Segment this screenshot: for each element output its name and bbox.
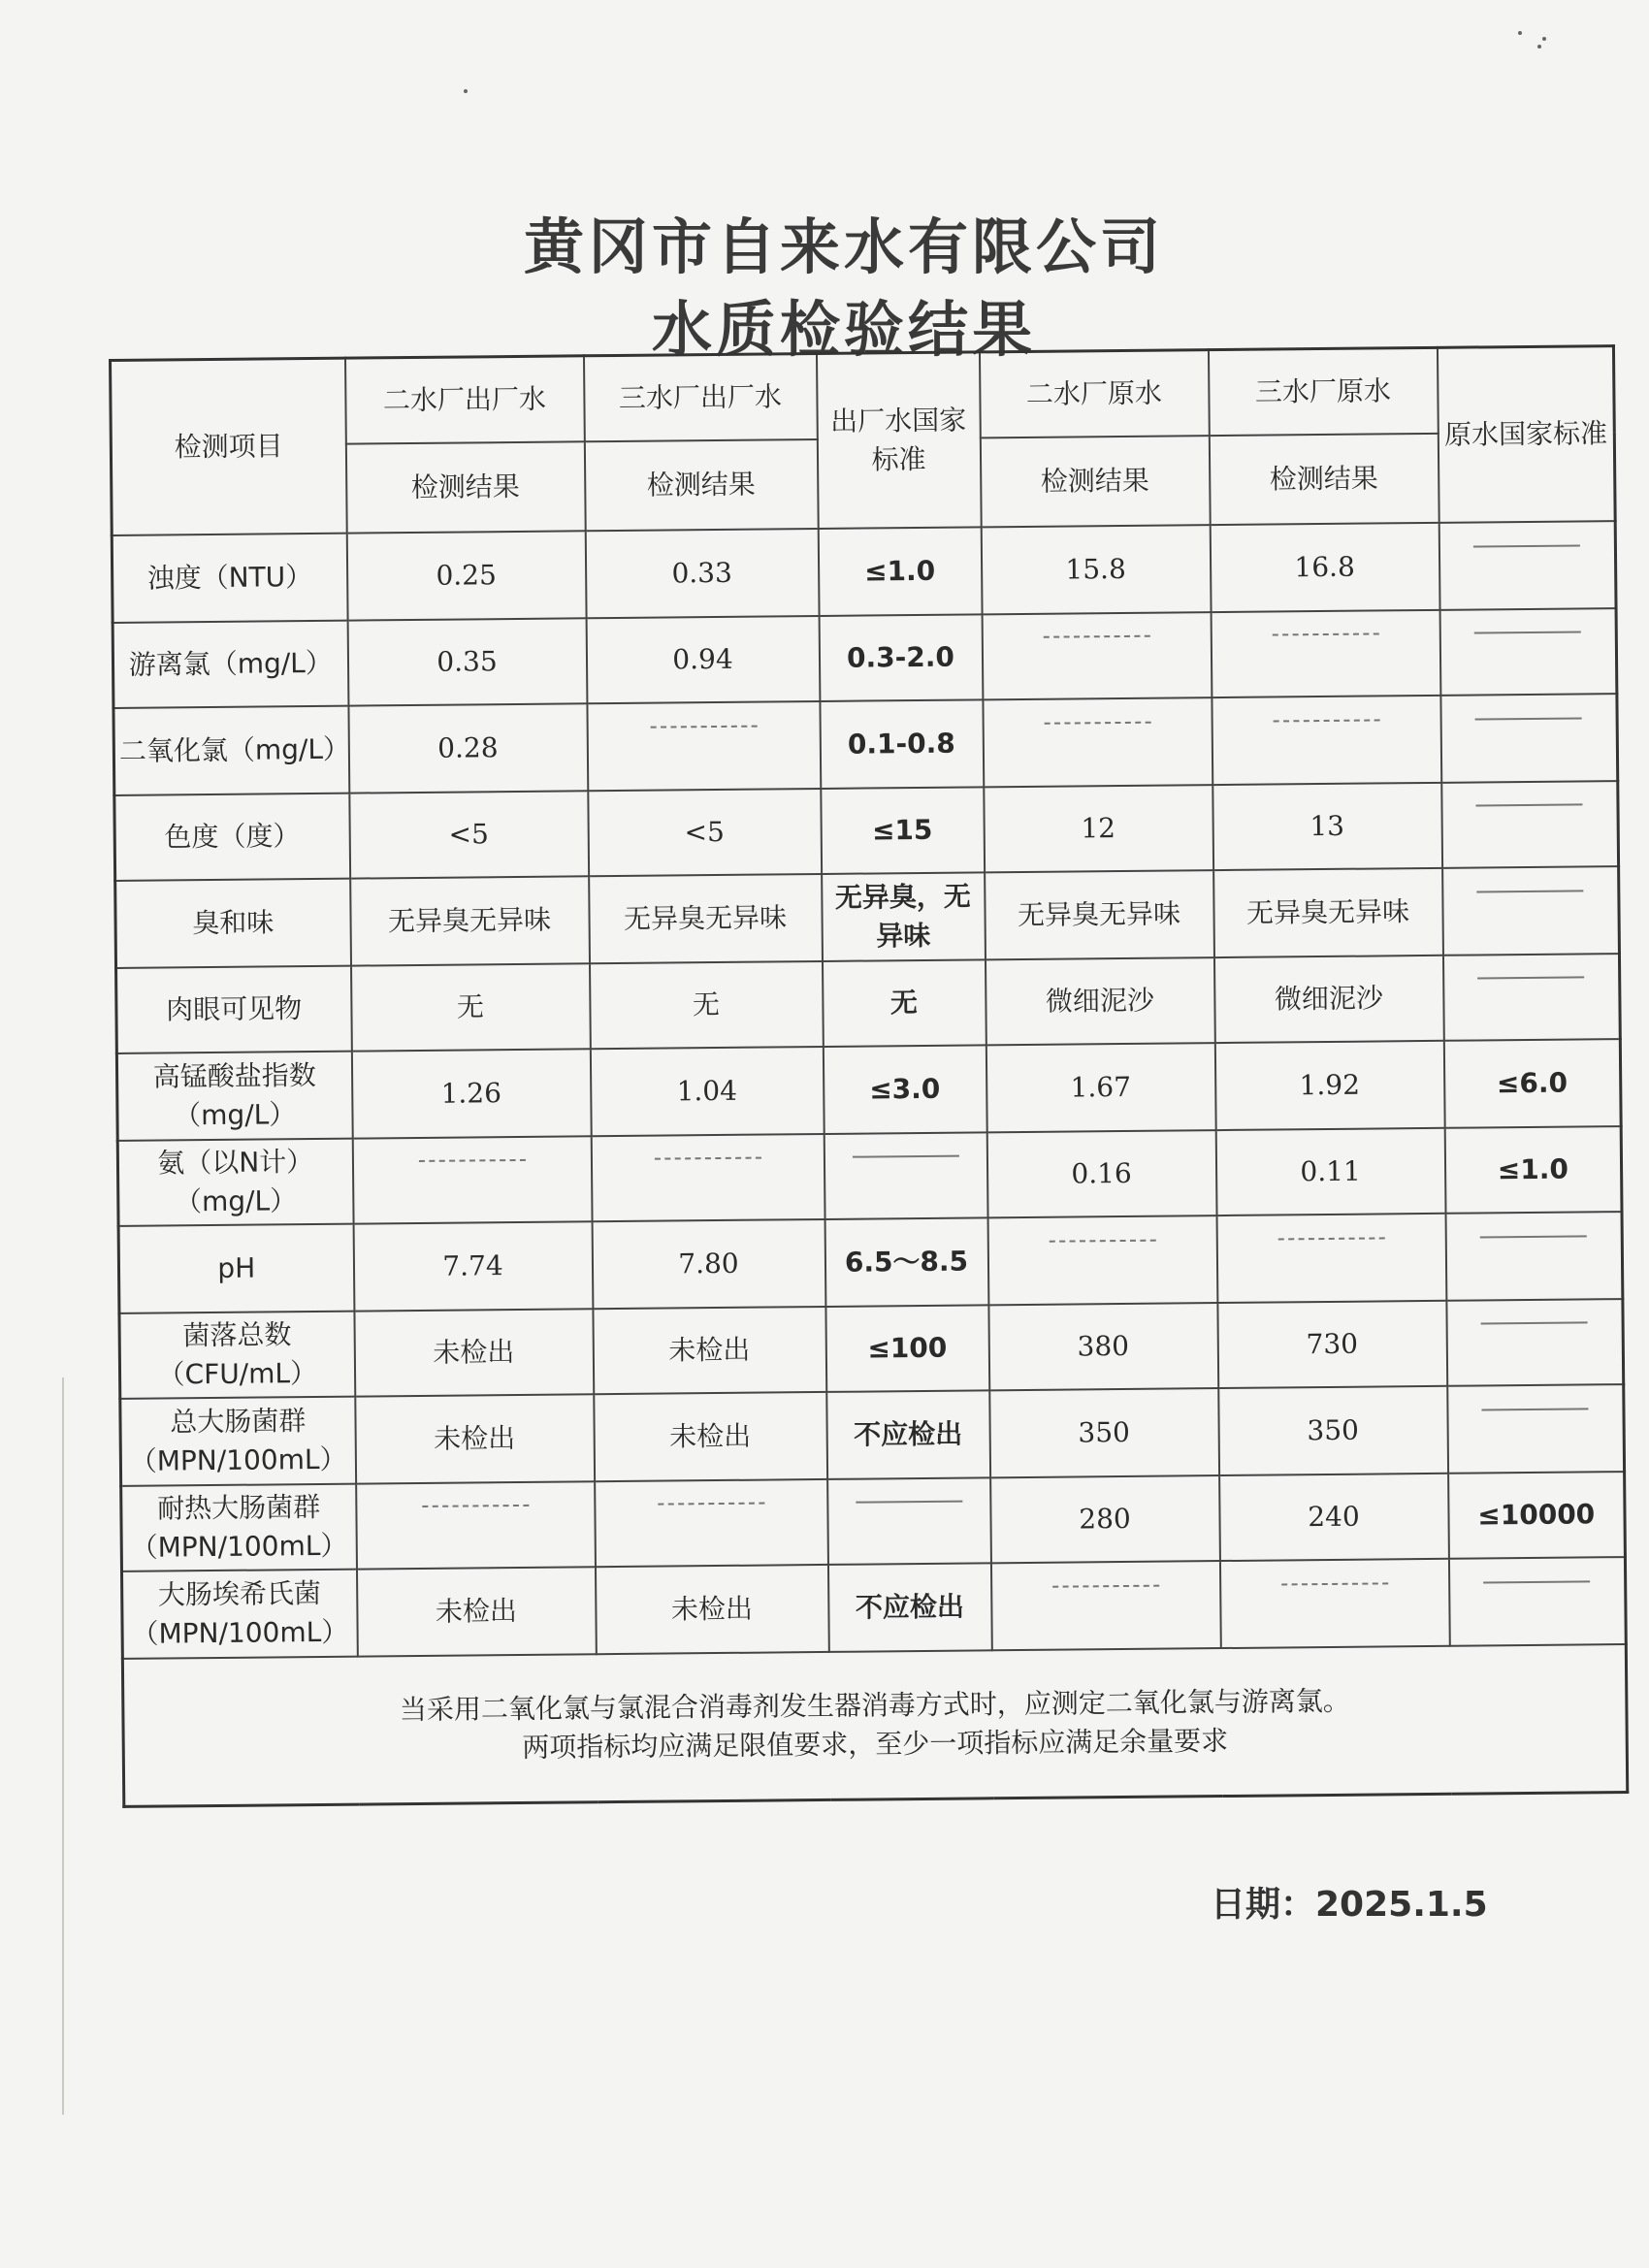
cell-r3: 微细泥沙 [1213, 956, 1443, 1043]
dash-mark [1474, 631, 1581, 672]
note-line-2: 两项指标均应满足限值要求，至少一项指标应满足余量要求 [522, 1724, 1229, 1764]
cell-p2: 0.25 [346, 531, 586, 620]
dash-mark [418, 1159, 525, 1201]
cell-r2: 微细泥沙 [985, 957, 1214, 1045]
dash-mark [1272, 633, 1378, 675]
header-row [111, 346, 1615, 446]
dash-mark [654, 1157, 760, 1199]
cell-p3: 7.80 [592, 1219, 825, 1309]
cell-r3: 无异臭无异味 [1213, 868, 1443, 957]
cell-r2: 无异臭无异味 [985, 870, 1214, 959]
note-line-1: 当采用二氧化氯与氯混合消毒剂发生器消毒方式时，应测定二氧化氯与游离氯。 [399, 1684, 1350, 1727]
dash-mark [1475, 717, 1582, 759]
cell-std: ≤1.0 [818, 527, 982, 616]
dash-mark [1483, 1580, 1590, 1622]
scan-speck [464, 89, 468, 93]
cell-rstd [1446, 1299, 1624, 1386]
subheader-result: 检测结果 [980, 436, 1210, 527]
dash-mark [1477, 890, 1584, 931]
header-out-std: 出厂水国家标准 [816, 352, 981, 529]
dash-mark [650, 726, 757, 767]
cell-p3: 未检出 [594, 1392, 827, 1481]
table-row [118, 1212, 1623, 1313]
dash-mark [856, 1501, 962, 1542]
cell-p3 [595, 1479, 828, 1567]
cell-std [824, 1132, 987, 1219]
dash-mark [422, 1505, 529, 1546]
cell-r2: 380 [988, 1303, 1218, 1390]
table-row [116, 1039, 1621, 1141]
cell-r3: 16.8 [1210, 523, 1439, 612]
cell-r3 [1211, 610, 1440, 697]
cell-p2: 1.26 [351, 1049, 591, 1138]
document-subtitle: 水质检验结果 [651, 294, 1036, 365]
cell-r2: 12 [984, 785, 1213, 872]
cell-p2: 未检出 [356, 1567, 596, 1656]
cell-item: 游离氯（mg/L） [113, 621, 348, 708]
header-plant3-raw: 三水厂原水 [1208, 347, 1438, 436]
cell-p2: 7.74 [353, 1221, 593, 1311]
dash-mark [1481, 1321, 1588, 1363]
cell-item: 臭和味 [115, 879, 351, 968]
cell-p2: 0.35 [347, 618, 587, 705]
cell-p3: 0.94 [586, 616, 820, 703]
cell-rstd [1439, 521, 1616, 610]
cell-rstd: ≤1.0 [1444, 1126, 1622, 1214]
cell-r3: 730 [1217, 1301, 1447, 1388]
cell-r2: 280 [990, 1475, 1220, 1563]
cell-r3 [1219, 1559, 1449, 1648]
cell-r3: 240 [1219, 1474, 1449, 1561]
cell-rstd [1439, 608, 1617, 696]
table-row [120, 1384, 1625, 1486]
cell-r2 [987, 1215, 1217, 1305]
cell-std [827, 1477, 991, 1565]
dash-mark [1476, 803, 1583, 845]
cell-std: 不应检出 [826, 1390, 990, 1479]
cell-rstd [1441, 781, 1619, 868]
cell-p3: 未检出 [593, 1307, 826, 1394]
cell-item: 大肠埃希氏菌（MPN/100mL） [121, 1570, 357, 1659]
subheader-result: 检测结果 [584, 439, 818, 531]
table-row [113, 608, 1617, 708]
cell-r3 [1216, 1214, 1446, 1303]
dash-mark [1273, 720, 1379, 761]
cell-rstd: ≤6.0 [1443, 1039, 1621, 1128]
cell-r2: 1.67 [986, 1043, 1215, 1132]
cell-p2 [352, 1136, 592, 1223]
header-raw-std: 原水国家标准 [1437, 346, 1615, 523]
dash-mark [1281, 1583, 1388, 1625]
cell-std: 不应检出 [827, 1563, 991, 1652]
table-row [116, 954, 1621, 1053]
cell-p2: 未检出 [355, 1394, 595, 1483]
cell-std: 0.1-0.8 [820, 699, 984, 789]
document-title: 黄冈市自来水有限公司 [523, 211, 1164, 282]
cell-item: 二氧化氯（mg/L） [113, 706, 349, 795]
cell-p3 [591, 1134, 824, 1221]
cell-rstd [1447, 1384, 1625, 1474]
dash-mark [1480, 1235, 1587, 1277]
cell-p2: <5 [349, 791, 589, 878]
subheader-result: 检测结果 [345, 441, 585, 533]
table-row [121, 1472, 1626, 1571]
cell-std: ≤15 [821, 787, 985, 874]
cell-p2: 无 [351, 963, 591, 1051]
results-sheet [109, 344, 1632, 1838]
cell-r3: 13 [1212, 783, 1442, 870]
cell-rstd [1442, 866, 1620, 956]
dash-mark [1044, 722, 1150, 763]
cell-p3: 未检出 [595, 1565, 828, 1654]
cell-r2 [990, 1561, 1220, 1650]
table-row [117, 1126, 1622, 1226]
cell-p3: 无 [590, 961, 824, 1049]
subheader-result: 检测结果 [1209, 434, 1439, 525]
header-plant2-out: 二水厂出厂水 [345, 356, 585, 444]
dash-mark [852, 1155, 958, 1197]
dash-mark [1277, 1238, 1384, 1280]
table-row [113, 694, 1618, 795]
cell-p3: 0.33 [585, 529, 819, 618]
dash-mark [1043, 635, 1149, 677]
header-item: 检测项目 [111, 358, 347, 535]
scan-speck [1542, 37, 1546, 41]
cell-std: 无异臭，无异味 [822, 872, 986, 961]
cell-rstd [1440, 694, 1618, 783]
cell-rstd [1442, 954, 1620, 1041]
cell-r2 [982, 612, 1212, 699]
cell-std: 无 [822, 959, 986, 1047]
cell-r2: 0.16 [986, 1130, 1216, 1217]
report-date: 日期：2025.1.5 [1211, 1885, 1488, 1925]
cell-item: 色度（度） [114, 794, 350, 881]
cell-r3: 0.11 [1215, 1128, 1445, 1215]
note-row [122, 1644, 1627, 1806]
dash-mark [1482, 1408, 1589, 1449]
cell-p2: 0.28 [348, 703, 588, 793]
cell-item: 高锰酸盐指数（mg/L） [116, 1052, 352, 1141]
cell-item: 肉眼可见物 [116, 966, 352, 1053]
cell-rstd [1448, 1557, 1626, 1646]
dash-mark [1473, 544, 1580, 586]
cell-r3 [1212, 696, 1441, 785]
table-row [119, 1299, 1624, 1399]
note-cell [122, 1644, 1627, 1806]
cell-std: ≤100 [825, 1305, 989, 1392]
cell-rstd: ≤10000 [1448, 1472, 1626, 1559]
results-body [112, 521, 1626, 1659]
dash-mark [1052, 1585, 1159, 1627]
cell-p2 [356, 1481, 596, 1569]
cell-p3: <5 [588, 789, 822, 876]
table-row [112, 521, 1616, 623]
table-row [114, 781, 1619, 881]
cell-p3: 无异臭无异味 [589, 874, 823, 963]
cell-r2: 350 [989, 1388, 1219, 1477]
scan-page-edge [62, 1377, 64, 2115]
dash-mark [658, 1503, 764, 1544]
cell-item: 菌落总数（CFU/mL） [119, 1312, 355, 1399]
cell-item: 耐热大肠菌群（MPN/100mL） [121, 1484, 357, 1571]
header-plant3-out: 三水厂出厂水 [583, 353, 817, 441]
cell-p2: 无异臭无异味 [350, 876, 590, 965]
cell-rstd [1445, 1212, 1623, 1301]
cell-item: 氨（以N计）（mg/L） [117, 1139, 353, 1226]
cell-p3 [587, 701, 821, 791]
dash-mark [1049, 1240, 1155, 1281]
dash-mark [1477, 976, 1584, 1018]
cell-item: 总大肠菌群（MPN/100mL） [120, 1397, 356, 1486]
cell-std: 6.5～8.5 [824, 1217, 988, 1307]
cell-r3: 350 [1218, 1386, 1448, 1475]
scan-speck [1537, 45, 1541, 49]
cell-p3: 1.04 [590, 1047, 824, 1136]
cell-std: 0.3-2.0 [819, 614, 983, 701]
cell-r2: 15.8 [981, 525, 1211, 614]
table-row [115, 866, 1620, 968]
cell-r3: 1.92 [1214, 1041, 1444, 1130]
cell-std: ≤3.0 [823, 1045, 986, 1134]
cell-item: 浊度（NTU） [112, 534, 347, 623]
cell-r2 [983, 697, 1212, 787]
cell-p2: 未检出 [354, 1309, 594, 1396]
cell-item: pH [118, 1224, 354, 1313]
header-plant2-raw: 二水厂原水 [979, 350, 1209, 438]
results-table [109, 344, 1629, 1808]
table-row [121, 1557, 1626, 1659]
scan-speck [1518, 31, 1522, 35]
